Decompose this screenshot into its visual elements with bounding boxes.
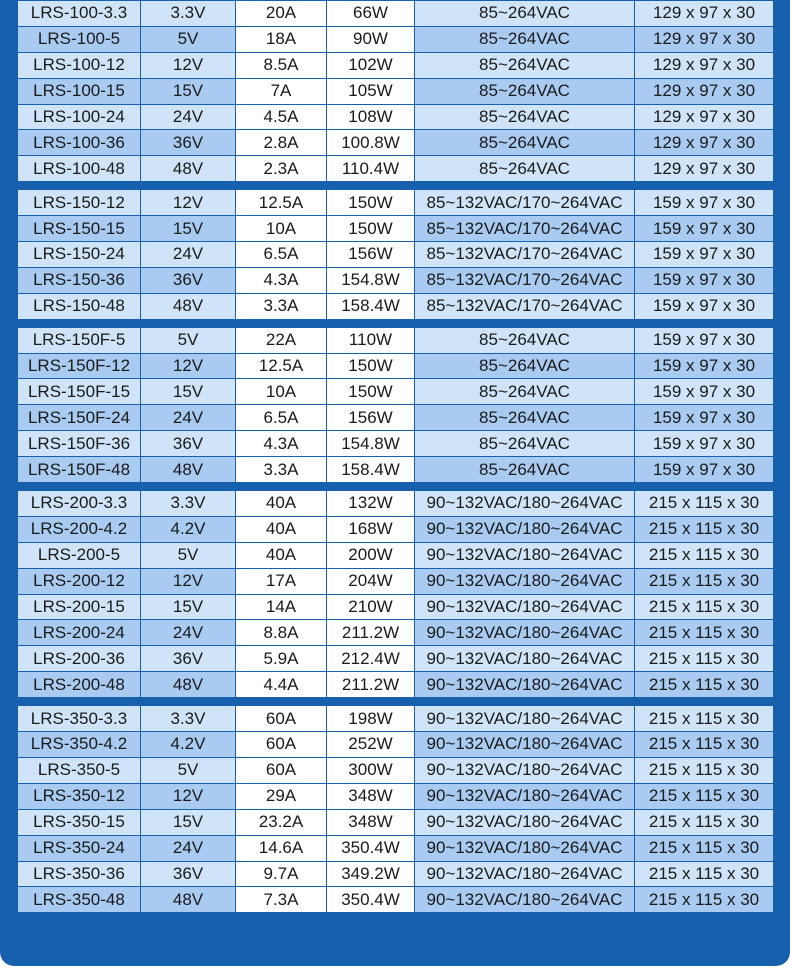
table-row (18, 594, 774, 620)
cell-size: 159 x 97 x 30 (635, 431, 774, 457)
cell-model: LRS-150F-5 (18, 327, 141, 353)
cell-input: 85~264VAC (415, 156, 635, 182)
cell-size: 215 x 115 x 30 (635, 835, 774, 861)
cell-size: 215 x 115 x 30 (635, 594, 774, 620)
cell-voltage: 4.2V (141, 516, 236, 542)
cell-voltage: 3.3V (141, 1, 236, 27)
cell-size: 159 x 97 x 30 (635, 190, 774, 216)
cell-size: 215 x 115 x 30 (635, 620, 774, 646)
cell-input: 90~132VAC/180~264VAC (415, 757, 635, 783)
cell-input: 90~132VAC/180~264VAC (415, 568, 635, 594)
cell-current: 60A (236, 706, 327, 732)
cell-model: LRS-350-4.2 (18, 732, 141, 758)
cell-current: 40A (236, 516, 327, 542)
cell-current: 20A (236, 1, 327, 27)
cell-size: 215 x 115 x 30 (635, 568, 774, 594)
table-row (18, 104, 774, 130)
table-row (18, 491, 774, 517)
cell-current: 4.3A (236, 431, 327, 457)
cell-power: 156W (327, 405, 415, 431)
cell-size: 215 x 115 x 30 (635, 491, 774, 517)
cell-power: 348W (327, 809, 415, 835)
cell-model: LRS-350-3.3 (18, 706, 141, 732)
cell-current: 2.3A (236, 156, 327, 182)
cell-voltage: 5V (141, 327, 236, 353)
table-row (18, 516, 774, 542)
cell-model: LRS-100-12 (18, 52, 141, 78)
cell-power: 66W (327, 1, 415, 27)
table-row (18, 646, 774, 672)
cell-input: 90~132VAC/180~264VAC (415, 516, 635, 542)
table-row (18, 568, 774, 594)
cell-model: LRS-200-3.3 (18, 491, 141, 517)
cell-current: 14A (236, 594, 327, 620)
table-group-lrs-150f (17, 327, 774, 483)
spec-table (17, 0, 773, 913)
cell-voltage: 24V (141, 620, 236, 646)
cell-input: 90~132VAC/180~264VAC (415, 809, 635, 835)
cell-power: 156W (327, 242, 415, 268)
cell-voltage: 48V (141, 887, 236, 913)
cell-input: 85~264VAC (415, 52, 635, 78)
cell-current: 3.3A (236, 293, 327, 319)
cell-voltage: 48V (141, 293, 236, 319)
cell-power: 198W (327, 706, 415, 732)
cell-size: 215 x 115 x 30 (635, 809, 774, 835)
table-row (18, 672, 774, 698)
cell-power: 211.2W (327, 672, 415, 698)
cell-input: 90~132VAC/180~264VAC (415, 672, 635, 698)
cell-voltage: 36V (141, 130, 236, 156)
cell-power: 200W (327, 542, 415, 568)
cell-current: 18A (236, 26, 327, 52)
cell-model: LRS-150F-48 (18, 457, 141, 483)
table-row (18, 293, 774, 319)
table-row (18, 26, 774, 52)
cell-model: LRS-350-36 (18, 861, 141, 887)
table-row (18, 78, 774, 104)
cell-model: LRS-350-12 (18, 783, 141, 809)
cell-model: LRS-100-3.3 (18, 1, 141, 27)
cell-input: 90~132VAC/180~264VAC (415, 732, 635, 758)
cell-current: 29A (236, 783, 327, 809)
cell-model: LRS-200-15 (18, 594, 141, 620)
table-row (18, 757, 774, 783)
cell-current: 9.7A (236, 861, 327, 887)
cell-voltage: 24V (141, 405, 236, 431)
cell-voltage: 15V (141, 216, 236, 242)
cell-voltage: 48V (141, 457, 236, 483)
cell-model: LRS-200-5 (18, 542, 141, 568)
cell-voltage: 36V (141, 431, 236, 457)
cell-voltage: 5V (141, 757, 236, 783)
cell-size: 159 x 97 x 30 (635, 242, 774, 268)
cell-input: 85~264VAC (415, 379, 635, 405)
cell-current: 40A (236, 491, 327, 517)
cell-model: LRS-150-48 (18, 293, 141, 319)
cell-model: LRS-100-24 (18, 104, 141, 130)
group-separator (17, 698, 773, 705)
cell-size: 129 x 97 x 30 (635, 52, 774, 78)
table-row (18, 267, 774, 293)
table-group-lrs-350 (17, 705, 774, 913)
cell-current: 10A (236, 216, 327, 242)
cell-model: LRS-150-15 (18, 216, 141, 242)
cell-size: 159 x 97 x 30 (635, 457, 774, 483)
cell-input: 85~264VAC (415, 353, 635, 379)
group-separator (17, 182, 773, 189)
cell-power: 252W (327, 732, 415, 758)
table-group-lrs-150 (17, 189, 774, 319)
cell-input: 85~264VAC (415, 26, 635, 52)
cell-current: 4.5A (236, 104, 327, 130)
cell-current: 17A (236, 568, 327, 594)
cell-current: 2.8A (236, 130, 327, 156)
cell-size: 129 x 97 x 30 (635, 156, 774, 182)
cell-current: 22A (236, 327, 327, 353)
cell-power: 105W (327, 78, 415, 104)
cell-voltage: 48V (141, 672, 236, 698)
table-row (18, 242, 774, 268)
cell-power: 154.8W (327, 267, 415, 293)
table-group-lrs-100 (17, 0, 774, 182)
cell-input: 90~132VAC/180~264VAC (415, 620, 635, 646)
cell-size: 129 x 97 x 30 (635, 104, 774, 130)
cell-current: 5.9A (236, 646, 327, 672)
cell-power: 350.4W (327, 835, 415, 861)
table-row (18, 542, 774, 568)
cell-model: LRS-150F-12 (18, 353, 141, 379)
cell-power: 210W (327, 594, 415, 620)
cell-current: 12.5A (236, 353, 327, 379)
cell-input: 85~264VAC (415, 130, 635, 156)
cell-size: 129 x 97 x 30 (635, 78, 774, 104)
cell-input: 85~264VAC (415, 431, 635, 457)
cell-size: 159 x 97 x 30 (635, 216, 774, 242)
cell-size: 159 x 97 x 30 (635, 327, 774, 353)
table-row (18, 327, 774, 353)
table-row (18, 130, 774, 156)
cell-power: 349.2W (327, 861, 415, 887)
cell-power: 300W (327, 757, 415, 783)
cell-power: 168W (327, 516, 415, 542)
cell-power: 212.4W (327, 646, 415, 672)
cell-voltage: 4.2V (141, 732, 236, 758)
cell-current: 6.5A (236, 405, 327, 431)
cell-current: 60A (236, 757, 327, 783)
cell-current: 3.3A (236, 457, 327, 483)
cell-model: LRS-150-36 (18, 267, 141, 293)
cell-current: 23.2A (236, 809, 327, 835)
cell-voltage: 15V (141, 379, 236, 405)
cell-voltage: 36V (141, 267, 236, 293)
cell-voltage: 24V (141, 104, 236, 130)
table-row (18, 1, 774, 27)
table-row (18, 52, 774, 78)
cell-power: 150W (327, 353, 415, 379)
table-row (18, 190, 774, 216)
cell-power: 132W (327, 491, 415, 517)
cell-current: 60A (236, 732, 327, 758)
cell-input: 85~132VAC/170~264VAC (415, 216, 635, 242)
cell-model: LRS-200-4.2 (18, 516, 141, 542)
table-row (18, 887, 774, 913)
cell-input: 90~132VAC/180~264VAC (415, 706, 635, 732)
cell-power: 150W (327, 216, 415, 242)
table-row (18, 457, 774, 483)
cell-input: 85~264VAC (415, 78, 635, 104)
cell-size: 159 x 97 x 30 (635, 353, 774, 379)
cell-model: LRS-350-5 (18, 757, 141, 783)
cell-size: 215 x 115 x 30 (635, 861, 774, 887)
cell-power: 150W (327, 190, 415, 216)
cell-current: 10A (236, 379, 327, 405)
cell-voltage: 48V (141, 156, 236, 182)
cell-size: 215 x 115 x 30 (635, 542, 774, 568)
cell-input: 90~132VAC/180~264VAC (415, 594, 635, 620)
table-row (18, 783, 774, 809)
cell-voltage: 36V (141, 861, 236, 887)
table-row (18, 835, 774, 861)
cell-current: 4.4A (236, 672, 327, 698)
cell-size: 215 x 115 x 30 (635, 646, 774, 672)
cell-model: LRS-350-48 (18, 887, 141, 913)
table-row (18, 353, 774, 379)
group-separator (17, 483, 773, 490)
cell-power: 108W (327, 104, 415, 130)
table-row (18, 809, 774, 835)
cell-size: 215 x 115 x 30 (635, 757, 774, 783)
cell-power: 100.8W (327, 130, 415, 156)
cell-model: LRS-200-12 (18, 568, 141, 594)
cell-size: 215 x 115 x 30 (635, 887, 774, 913)
cell-power: 211.2W (327, 620, 415, 646)
cell-model: LRS-100-48 (18, 156, 141, 182)
cell-voltage: 15V (141, 809, 236, 835)
cell-voltage: 3.3V (141, 706, 236, 732)
cell-power: 348W (327, 783, 415, 809)
cell-size: 215 x 115 x 30 (635, 706, 774, 732)
cell-model: LRS-100-15 (18, 78, 141, 104)
cell-current: 40A (236, 542, 327, 568)
table-row (18, 706, 774, 732)
cell-input: 90~132VAC/180~264VAC (415, 491, 635, 517)
cell-size: 129 x 97 x 30 (635, 26, 774, 52)
cell-voltage: 12V (141, 353, 236, 379)
cell-size: 159 x 97 x 30 (635, 267, 774, 293)
cell-voltage: 5V (141, 542, 236, 568)
cell-input: 85~132VAC/170~264VAC (415, 267, 635, 293)
cell-power: 350.4W (327, 887, 415, 913)
table-row (18, 861, 774, 887)
cell-model: LRS-150F-15 (18, 379, 141, 405)
cell-power: 158.4W (327, 293, 415, 319)
cell-current: 8.5A (236, 52, 327, 78)
cell-model: LRS-100-5 (18, 26, 141, 52)
cell-input: 85~264VAC (415, 327, 635, 353)
cell-input: 90~132VAC/180~264VAC (415, 861, 635, 887)
cell-power: 158.4W (327, 457, 415, 483)
table-group-lrs-200 (17, 490, 774, 698)
table-row (18, 431, 774, 457)
cell-input: 90~132VAC/180~264VAC (415, 887, 635, 913)
cell-input: 90~132VAC/180~264VAC (415, 646, 635, 672)
cell-current: 7.3A (236, 887, 327, 913)
cell-power: 154.8W (327, 431, 415, 457)
cell-voltage: 12V (141, 52, 236, 78)
cell-input: 85~264VAC (415, 104, 635, 130)
cell-current: 4.3A (236, 267, 327, 293)
cell-current: 8.8A (236, 620, 327, 646)
cell-current: 14.6A (236, 835, 327, 861)
table-row (18, 379, 774, 405)
cell-model: LRS-150F-24 (18, 405, 141, 431)
table-row (18, 620, 774, 646)
cell-size: 129 x 97 x 30 (635, 130, 774, 156)
cell-size: 129 x 97 x 30 (635, 1, 774, 27)
cell-input: 90~132VAC/180~264VAC (415, 783, 635, 809)
cell-model: LRS-200-48 (18, 672, 141, 698)
cell-input: 85~264VAC (415, 457, 635, 483)
cell-model: LRS-150F-36 (18, 431, 141, 457)
cell-current: 12.5A (236, 190, 327, 216)
cell-size: 215 x 115 x 30 (635, 732, 774, 758)
table-row (18, 405, 774, 431)
cell-power: 90W (327, 26, 415, 52)
cell-model: LRS-350-15 (18, 809, 141, 835)
cell-input: 90~132VAC/180~264VAC (415, 542, 635, 568)
cell-size: 215 x 115 x 30 (635, 672, 774, 698)
cell-power: 102W (327, 52, 415, 78)
cell-input: 85~132VAC/170~264VAC (415, 293, 635, 319)
cell-voltage: 12V (141, 190, 236, 216)
cell-power: 110W (327, 327, 415, 353)
cell-model: LRS-200-36 (18, 646, 141, 672)
cell-voltage: 24V (141, 835, 236, 861)
cell-model: LRS-200-24 (18, 620, 141, 646)
cell-voltage: 36V (141, 646, 236, 672)
cell-model: LRS-350-24 (18, 835, 141, 861)
cell-power: 150W (327, 379, 415, 405)
cell-size: 159 x 97 x 30 (635, 293, 774, 319)
cell-current: 7A (236, 78, 327, 104)
cell-input: 85~264VAC (415, 1, 635, 27)
cell-current: 6.5A (236, 242, 327, 268)
cell-model: LRS-100-36 (18, 130, 141, 156)
cell-input: 85~264VAC (415, 405, 635, 431)
cell-voltage: 24V (141, 242, 236, 268)
cell-voltage: 12V (141, 783, 236, 809)
table-row (18, 216, 774, 242)
cell-input: 85~132VAC/170~264VAC (415, 190, 635, 216)
cell-voltage: 15V (141, 78, 236, 104)
cell-size: 159 x 97 x 30 (635, 405, 774, 431)
cell-input: 90~132VAC/180~264VAC (415, 835, 635, 861)
table-row (18, 156, 774, 182)
group-separator (17, 320, 773, 327)
cell-model: LRS-150-24 (18, 242, 141, 268)
cell-voltage: 5V (141, 26, 236, 52)
cell-voltage: 15V (141, 594, 236, 620)
cell-input: 85~132VAC/170~264VAC (415, 242, 635, 268)
cell-voltage: 3.3V (141, 491, 236, 517)
cell-size: 215 x 115 x 30 (635, 783, 774, 809)
cell-size: 159 x 97 x 30 (635, 379, 774, 405)
cell-power: 110.4W (327, 156, 415, 182)
cell-model: LRS-150-12 (18, 190, 141, 216)
cell-voltage: 12V (141, 568, 236, 594)
table-row (18, 732, 774, 758)
cell-size: 215 x 115 x 30 (635, 516, 774, 542)
cell-power: 204W (327, 568, 415, 594)
